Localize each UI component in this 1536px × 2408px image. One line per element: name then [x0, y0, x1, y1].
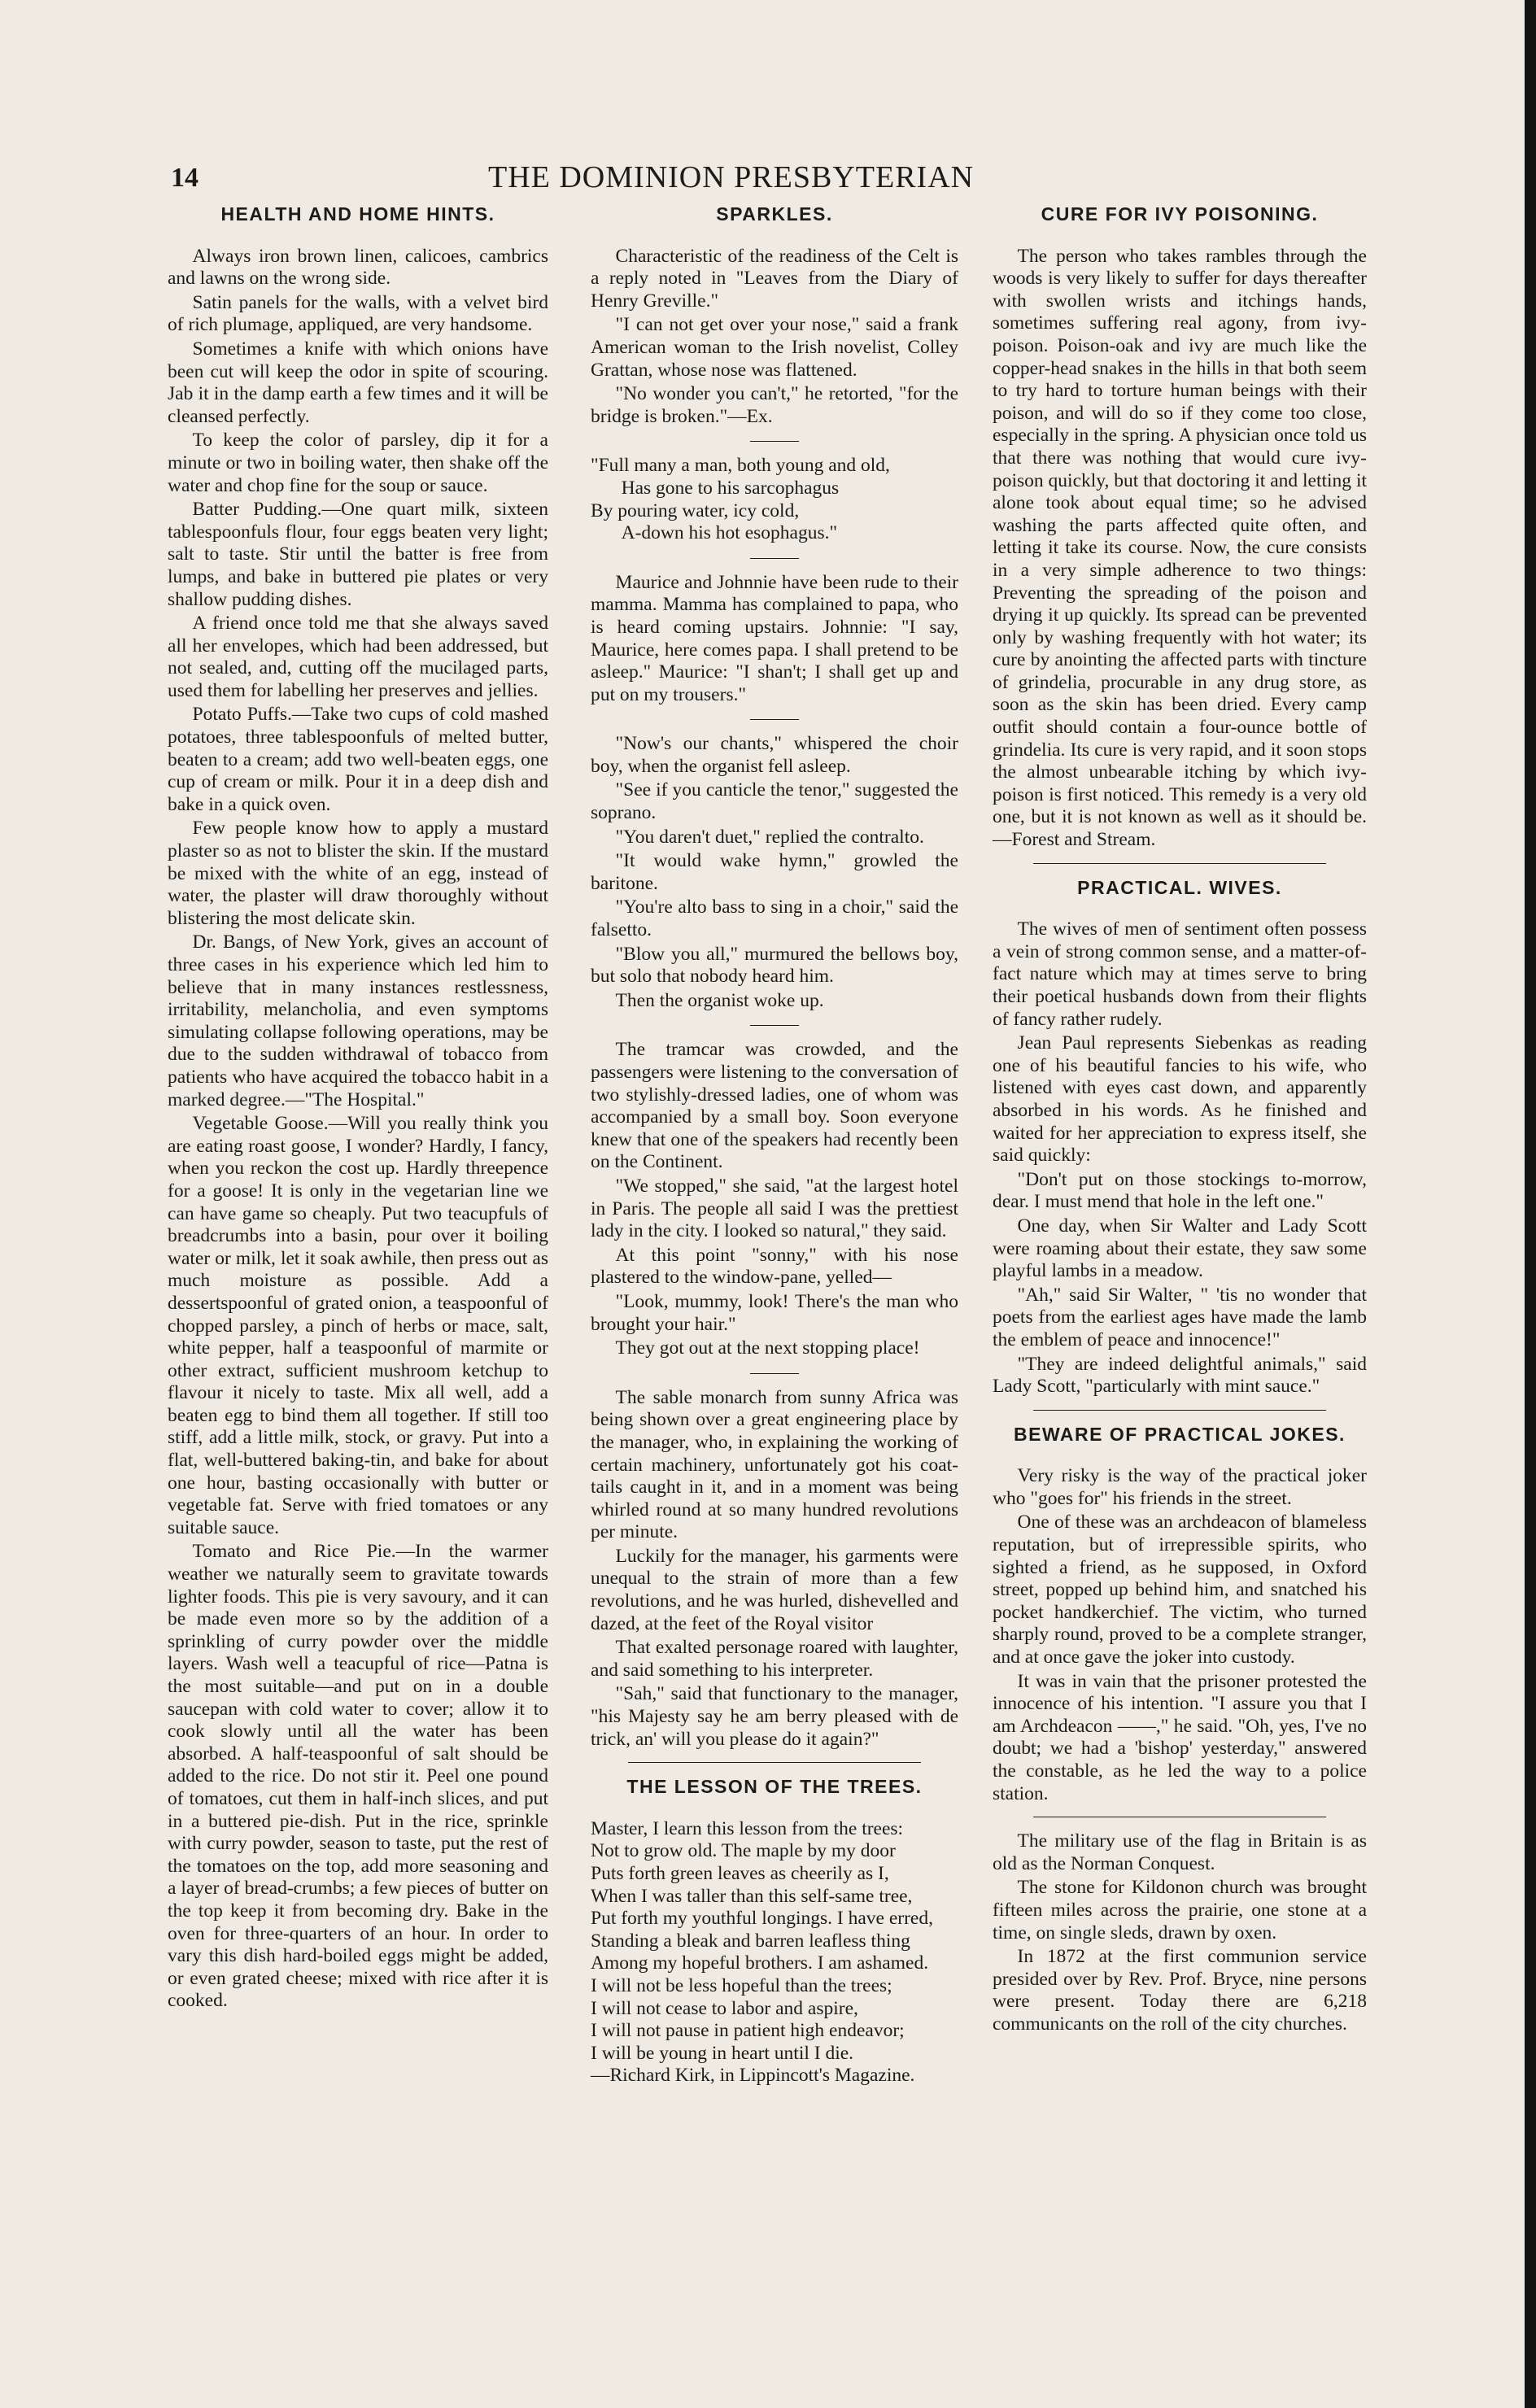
- paper-title: THE DOMINION PRESBYTERIAN: [488, 160, 975, 194]
- verse-line: Puts forth green leaves as cheerily as I,: [591, 1863, 889, 1884]
- paragraph: Characteristic of the readiness of the Celt is a reply noted in "Leaves from the Diary of Henry Greville.": [591, 245, 958, 312]
- paragraph: Sometimes a knife with which onions have been cut will keep the odor in spite of scouring. Jab it in the damp earth a few times and it will be cleansed perfectly.: [168, 338, 548, 427]
- verse-line: I will be young in heart until I die.: [591, 2042, 854, 2064]
- paragraph: It was in vain that the prisoner protested the innocence of his intention. "I assure you that I am Archdeacon ——," he said. "Oh, yes, I've no doubt; we had a 'bishop' yesterday," answered the constable, as he led the way to a police station.: [993, 1670, 1367, 1804]
- verse-line: I will not pause in patient high endeavor;: [591, 2020, 905, 2042]
- verse-line: I will not cease to labor and aspire,: [591, 1997, 858, 2019]
- paragraph: Jean Paul represents Siebenkas as reading one of his beautiful fancies to his wife, who listened with eyes cast down, and apparently absorbed in his words. As he finished and waited for her appreciation to express itself, she said quickly:: [993, 1032, 1367, 1167]
- paragraph: "Blow you all," murmured the bellows boy, but solo that nobody heard him.: [591, 943, 958, 988]
- verse: [591, 455, 958, 544]
- paragraph: Tomato and Rice Pie.—In the warmer weather we naturally seem to gravitate towards lighter foods. This pie is very savoury, and it can be made even more so by the addition of a sprinkling of curry powder over the middle layers. Wash well a teacupful of rice—Patna is the most suitable—and put on in a double saucepan with cold water to cover; allow it to cook slowly until all the water has been absorbed. A half-teaspoonful of salt should be added to the rice. Do not stir it. Peel one pound of tomatoes, cut them in half-inch slices, and put in a buttered pie-dish. Put in the rice, sprinkle with curry powder, season to taste, put the rest of the tomatoes on the top, add more seasoning and a layer of bread-crumbs; a few pieces of butter on the top keep it from becoming dry. Bake in the oven for three-quarters of an hour. In order to vary this dish hard-boiled eggs might be added, or even grated cheese; mixed with rice after it is cooked.: [168, 1541, 548, 2012]
- verse-line: Standing a bleak and barren leafless thing: [591, 1930, 910, 1952]
- verse-line: By pouring water, icy cold,: [591, 499, 800, 521]
- verse-line: Among my hopeful brothers. I am ashamed.: [591, 1952, 929, 1974]
- paragraph: A friend once told me that she always saved all her envelopes, which had been addressed, but not sealed, and, cutting off the mucilaged parts, used them for labelling her preserves and jellies.: [168, 613, 548, 701]
- paragraph: "It would wake hymn," growled the baritone.: [591, 850, 958, 894]
- article-body: [993, 246, 1367, 852]
- verse-line: When I was taller than this self-same tree,: [591, 1885, 913, 1907]
- page-edge-stripe: [1525, 0, 1536, 2408]
- section-heading: HEALTH AND HOME HINTS.: [220, 203, 495, 225]
- masthead: [171, 159, 984, 198]
- divider: [750, 719, 799, 720]
- paragraph: Then the organist woke up.: [615, 989, 824, 1011]
- sparkle-item: [591, 1387, 958, 1751]
- divider: [750, 558, 799, 559]
- paragraph: Potato Puffs.—Take two cups of cold mashed potatoes, three tablespoonfuls of melted butter, beaten to a cream; add two well-beaten eggs, one cup of cream or milk. Pour it in a deep dish and bake in a quick oven.: [168, 704, 548, 815]
- paragraph: "Ah," said Sir Walter, " 'tis no wonder that poets from the earliest ages have made the lamb the emblem of peace and innocence!": [993, 1284, 1367, 1350]
- divider: [1033, 863, 1326, 864]
- paragraph: Luckily for the manager, his garments were unequal to the strain of more than a few revolutions, and he was hurled, dishevelled and dazed, at the feet of the Royal visitor: [591, 1545, 958, 1634]
- article-body: [993, 918, 1367, 1398]
- paragraph: To keep the color of parsley, dip it for a minute or two in boiling water, then shake off the water and chop fine for the soup or sauce.: [168, 430, 548, 496]
- section-heading: THE LESSON OF THE TREES.: [626, 1776, 923, 1798]
- paragraph: "They are indeed delightful animals," said Lady Scott, "particularly with mint sauce.": [993, 1353, 1367, 1398]
- paragraph: Always iron brown linen, calicoes, cambrics and lawns on the wrong side.: [168, 245, 548, 290]
- paragraph: Batter Pudding.—One quart milk, sixteen tablespoonfuls flour, four eggs beaten very light; salt to taste. Stir until the batter is free from lumps, and bake in buttered pie plates or very shallow pudding dishes.: [168, 499, 548, 610]
- paragraph: The stone for Kildonon church was brought fifteen miles across the prairie, one stone at a time, on single sleds, drawn by oxen.: [993, 1877, 1367, 1943]
- section-heading: SPARKLES.: [716, 203, 833, 225]
- sparkle-item: [591, 246, 958, 429]
- paragraph: The sable monarch from sunny Africa was being shown over a great engineering place by the manager, who, in explaining the working of certain machinery, unfortunately got his coat-tails caught in it, and in a moment was being whirled round at so many hundred revolutions per minute.: [591, 1386, 958, 1543]
- verse-line: Has gone to his sarcophagus: [621, 477, 840, 499]
- verse-line: Master, I learn this lesson from the trees:: [591, 1817, 904, 1839]
- verse-line: —Richard Kirk, in Lippincott's Magazine.: [591, 2065, 915, 2087]
- verse-line: I will not be less hopeful than the trees;: [591, 1974, 892, 1996]
- paragraph: One day, when Sir Walter and Lady Scott were roaming about their estate, they saw some playful lambs in a meadow.: [993, 1215, 1367, 1282]
- divider: [1033, 1410, 1326, 1411]
- paragraph: "No wonder you can't," he retorted, "for the bridge is broken."—Ex.: [591, 383, 958, 427]
- sparkle-item: [591, 572, 958, 707]
- paragraph: Maurice and Johnnie have been rude to their mamma. Mamma has complained to papa, who is heard coming upstairs. Johnnie: "I say, Maurice, here comes papa. I shall pretend to be asleep." Maurice: "I shan't; I shall get up and put on my trousers.": [591, 571, 958, 705]
- divider: [628, 1762, 921, 1763]
- section-heading: PRACTICAL. WIVES.: [1077, 876, 1282, 898]
- sparkle-item: [591, 1039, 958, 1359]
- paragraph: "See if you canticle the tenor," suggested the soprano.: [591, 779, 958, 824]
- paragraph: The person who takes rambles through the woods is very likely to suffer for days thereafter with swollen wrists and itchings hands, sometimes suffering real agony, from ivy-poison. Poison-oak and ivy are much like the copper-head snakes in the hills in that both seem to try hard to torture human beings with their poison, and will do so if they come too close, especially in the spring. A physician once told us that there was nothing that would cure ivy-poison quickly, but that doctoring it and letting it alone took about equal time; so he advised washing the parts affected quite often, and letting it take its course. Now, the cure consists in a very simple adherence to two things: Preventing the spreading of the poison and drying it up quickly. Its spread can be prevented only by washing frequently with hot water; its cure by anointing the affected parts with tincture of grindelia, procurable in any drug store, as soon as the skin has been dried. Every camp outfit should contain a four-ounce bottle of grindelia. Its cure is very rapid, and it soon stops the almost unbearable itching by which ivy-poison is first noticed. This remedy is a very old one, but it is not known as well as it should be.—Forest and Stream.: [993, 245, 1367, 851]
- paragraph: "Don't put on those stockings to-morrow, dear. I must mend that hole in the left one.": [993, 1168, 1367, 1213]
- section-heading: CURE FOR IVY POISONING.: [1041, 203, 1319, 225]
- verse-line: Not to grow old. The maple by my door: [591, 1840, 896, 1862]
- paragraph: "I can not get over your nose," said a frank American woman to the Irish novelist, Colley Grattan, whose nose was flattened.: [591, 314, 958, 381]
- paragraph: The tramcar was crowded, and the passengers were listening to the conversation of two stylishly-dressed ladies, one of whom was accompanied by a small boy. Soon everyone knew that one of the speakers had recently been on the Continent.: [591, 1039, 958, 1173]
- paragraph: That exalted personage roared with laughter, and said something to his interpreter.: [591, 1637, 958, 1681]
- paragraph: "We stopped," she said, "at the largest hotel in Paris. The people all said I was the prettiest lady in the city. I looked so natural," they said.: [591, 1175, 958, 1242]
- paragraph: They got out at the next stopping place!: [615, 1337, 920, 1359]
- divider: [750, 441, 799, 442]
- column-ivy-wives-jokes: [993, 203, 1367, 2038]
- paragraph: Very risky is the way of the practical joker who "goes for" his friends in the street.: [993, 1465, 1367, 1509]
- paragraph: Vegetable Goose.—Will you really think you are eating roast goose, I wonder? Hardly, I fancy, when you reckon the cost up. Hardly threepence for a goose! It is only in the vegetarian line we can have game so cheaply. Put two teacupfuls of breadcrumbs into a basin, pour over it boiling water or milk, let it soak awhile, then press out as much moisture as possible. Add a dessertspoonful of grated onion, a teaspoonful of chopped parsley, a pinch of herbs or mace, salt, white pepper, half a teaspoonful of marmite or other extract, sufficient mushroom ketchup to flavour it nicely to taste. Mix all well, add a beaten egg to bind them all together. If still too stiff, add a little milk, stock, or gravy. Put into a flat, well-buttered baking-tin, and bake for about one hour, basting occasionally with butter or vegetable fat. Serve with fried tomatoes or any suitable sauce.: [168, 1113, 548, 1538]
- article-body: [993, 1830, 1367, 2035]
- paragraph: At this point "sonny," with his nose plastered to the window-pane, yelled—: [591, 1244, 958, 1289]
- paragraph: In 1872 at the first communion service presided over by Rev. Prof. Bryce, nine persons were present. Today there are 6,218 communicants on the roll of the city churches.: [993, 1946, 1367, 2035]
- article-body: [168, 246, 548, 2013]
- paragraph: Dr. Bangs, of New York, gives an account of three cases in his experience which led him to believe that in many instances restlessness, irritability, melancholia, and even symptoms simulating collapse following operations, may be due to the sudden withdrawal of tobacco from patients who have acquired the tobacco habit in a marked degree.—"The Hospital.": [168, 931, 548, 1110]
- verse-line: "Full many a man, both young and old,: [591, 455, 890, 477]
- paragraph: The military use of the flag in Britain is as old as the Norman Conquest.: [993, 1830, 1367, 1874]
- paragraph: One of these was an archdeacon of blameless reputation, but of irrepressible spirits, who sighted a friend, as he supposed, in Oxford street, popped up behind him, and snatched his pocket handkerchief. The victim, who turned sharply round, proved to be a complete stranger, and at once gave the joker into custody.: [993, 1512, 1367, 1669]
- verse-line: Put forth my youthful longings. I have erred,: [591, 1908, 933, 1930]
- paragraph: "You're alto bass to sing in a choir," said the falsetto.: [591, 896, 958, 941]
- sparkle-item: [591, 733, 958, 1012]
- article-body: [993, 1465, 1367, 1805]
- section-heading: BEWARE OF PRACTICAL JOKES.: [1014, 1423, 1346, 1445]
- divider: [750, 1373, 799, 1374]
- paragraph: "Now's our chants," whispered the choir boy, when the organist fell asleep.: [591, 733, 958, 777]
- column-sparkles: [591, 203, 958, 2089]
- paragraph: The wives of men of sentiment often possess a vein of strong common sense, and a matter-of-fact nature which may at times serve to bring their poetical husbands down from their flights of fancy rather rudely.: [993, 918, 1367, 1030]
- paragraph: Few people know how to apply a mustard plaster so as not to blister the skin. If the mustard be mixed with the white of an egg, instead of water, the plaster will draw thoroughly without blistering the most delicate skin.: [168, 818, 548, 929]
- paragraph: "Sah," said that functionary to the manager, "his Majesty say he am berry pleased with de trick, an' will you please do it again?": [591, 1683, 958, 1750]
- page-number: 14: [171, 163, 199, 193]
- paragraph: "Look, mummy, look! There's the man who brought your hair.": [591, 1290, 958, 1335]
- paragraph: "You daren't duet," replied the contralto.: [615, 826, 924, 848]
- divider: [750, 1025, 799, 1026]
- column-health-hints: [168, 203, 548, 2014]
- paragraph: Satin panels for the walls, with a velvet bird of rich plumage, appliqued, are very handsome.: [168, 291, 548, 336]
- poem: [591, 1818, 958, 2087]
- verse-line: A-down his hot esophagus.": [621, 522, 838, 544]
